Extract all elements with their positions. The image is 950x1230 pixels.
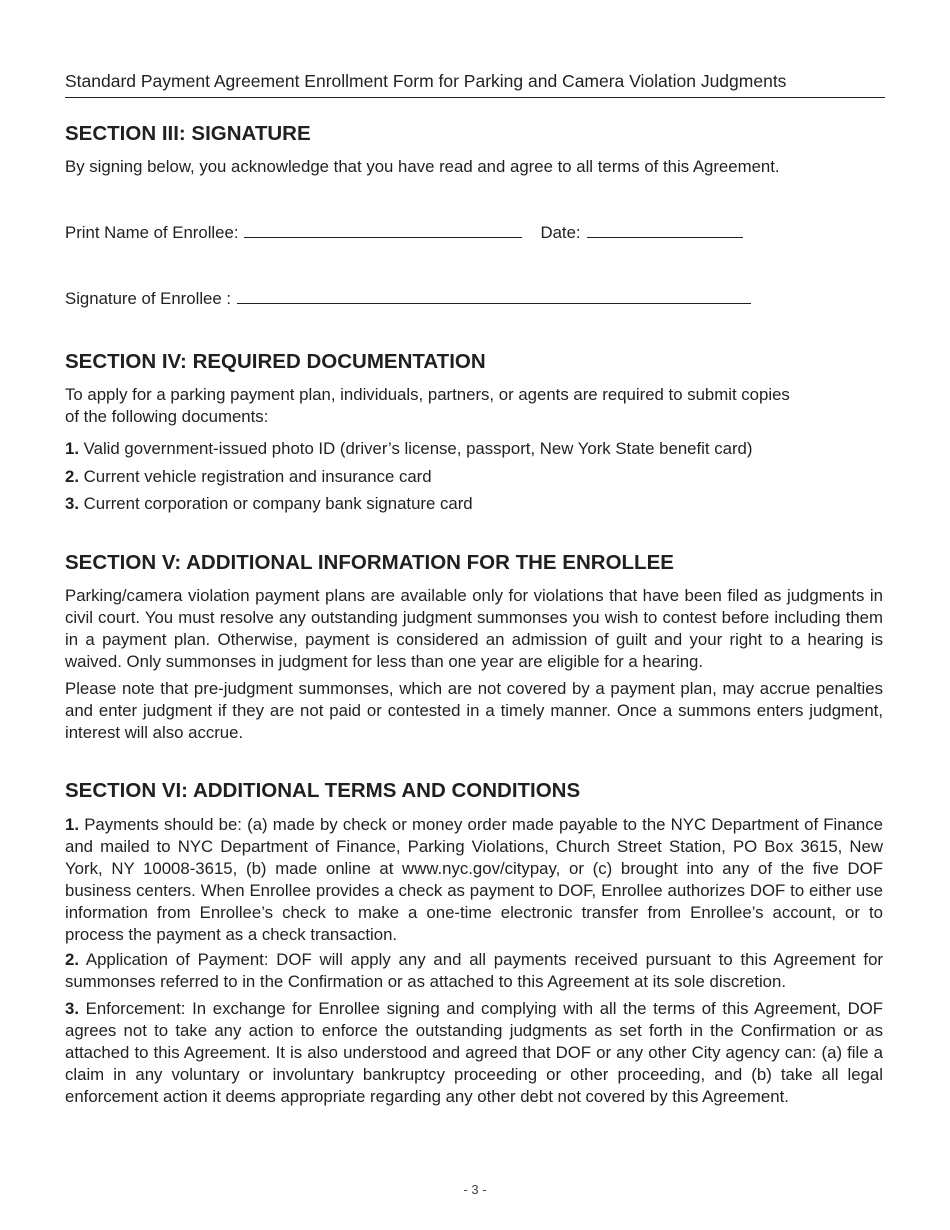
section-6-heading: SECTION VI: ADDITIONAL TERMS AND CONDITIONS xyxy=(65,779,581,802)
list-number: 2. xyxy=(65,950,79,969)
terms-item-3 xyxy=(65,998,883,1108)
required-doc-item xyxy=(65,466,432,488)
list-text: Application of Payment: DOF will apply any and all payments received pursuant to this Agreement for summonses referred to in the Confirmation or as attached to this Agreement at its sole discretion. xyxy=(65,950,883,991)
section-4-intro: To apply for a parking payment plan, individuals, partners, or agents are required to submit copies of the following documents: xyxy=(65,385,790,426)
print-name-row xyxy=(65,221,743,244)
print-name-label: Print Name of Enrollee: xyxy=(65,223,239,242)
signature-field[interactable] xyxy=(237,287,751,304)
date-label: Date: xyxy=(540,223,581,242)
list-number: 1. xyxy=(65,439,79,458)
signature-row xyxy=(65,287,751,310)
list-text: Enforcement: In exchange for Enrollee signing and complying with all the terms of this Agreement, DOF agrees not to take any action to enforce the outstanding judgments as set forth in the Confirmation or as attached to this Agreement. It is also understood and agreed that DOF or any other City agency can: (a) file a claim in any voluntary or involuntary bankruptcy proceeding or other proceeding, and (b) take all legal enforcement action it deems appropriate regarding any other debt not covered by this Agreement. xyxy=(65,999,883,1106)
required-doc-item xyxy=(65,493,473,515)
section-5-paragraph-2: Please note that pre-judgment summonses, which are not covered by a payment plan, may accrue penalties and enter judgment if they are not paid or contested in a timely manner. Once a summons enters judgment, interest will also accrue. xyxy=(65,679,883,742)
section-3-intro: By signing below, you acknowledge that you have read and agree to all terms of this Agreement. xyxy=(65,157,780,176)
required-doc-item xyxy=(65,438,752,460)
print-name-field[interactable] xyxy=(244,221,522,238)
list-text: Current corporation or company bank signature card xyxy=(83,494,473,513)
date-field[interactable] xyxy=(587,221,743,238)
terms-item-2 xyxy=(65,949,883,993)
section-5-paragraph-1: Parking/camera violation payment plans are available only for violations that have been filed as judgments in civil court. You must resolve any outstanding judgment summonses you wish to contest before including them in a payment plan. Otherwise, payment is considered an admission of guilt and your right to a hearing is waived. Only summonses in judgment for less than one year are eligible for a hearing. xyxy=(65,586,883,671)
list-number: 3. xyxy=(65,999,79,1018)
list-number: 1. xyxy=(65,815,79,834)
section-4-heading: SECTION IV: REQUIRED DOCUMENTATION xyxy=(65,350,486,373)
section-3-heading: SECTION III: SIGNATURE xyxy=(65,122,311,145)
list-text: Valid government-issued photo ID (driver’s license, passport, New York State benefit card) xyxy=(83,439,753,458)
list-number: 2. xyxy=(65,467,79,486)
list-text: Current vehicle registration and insurance card xyxy=(83,467,432,486)
signature-label: Signature of Enrollee : xyxy=(65,289,232,308)
section-5-heading: SECTION V: ADDITIONAL INFORMATION FOR THE ENROLLEE xyxy=(65,551,674,574)
terms-item-1 xyxy=(65,814,883,946)
page-number: - 3 - xyxy=(463,1182,487,1197)
running-header: Standard Payment Agreement Enrollment Form for Parking and Camera Violation Judgments xyxy=(65,68,885,98)
date-group xyxy=(540,221,742,244)
list-text: Payments should be: (a) made by check or money order made payable to the NYC Department of Finance and mailed to NYC Department of Finance, Parking Violations, Church Street Station, PO Box 3615, New York, NY 10008-3615, (b) made online at www.nyc.gov/citypay, or (c) brought into any of the five DOF business centers. When Enrollee provides a check as payment to DOF, Enrollee authorizes DOF to either use information from Enrollee’s check to make a one-time electronic transfer from Enrollee’s account, or to process the payment as a check transaction. xyxy=(65,815,883,944)
list-number: 3. xyxy=(65,494,79,513)
